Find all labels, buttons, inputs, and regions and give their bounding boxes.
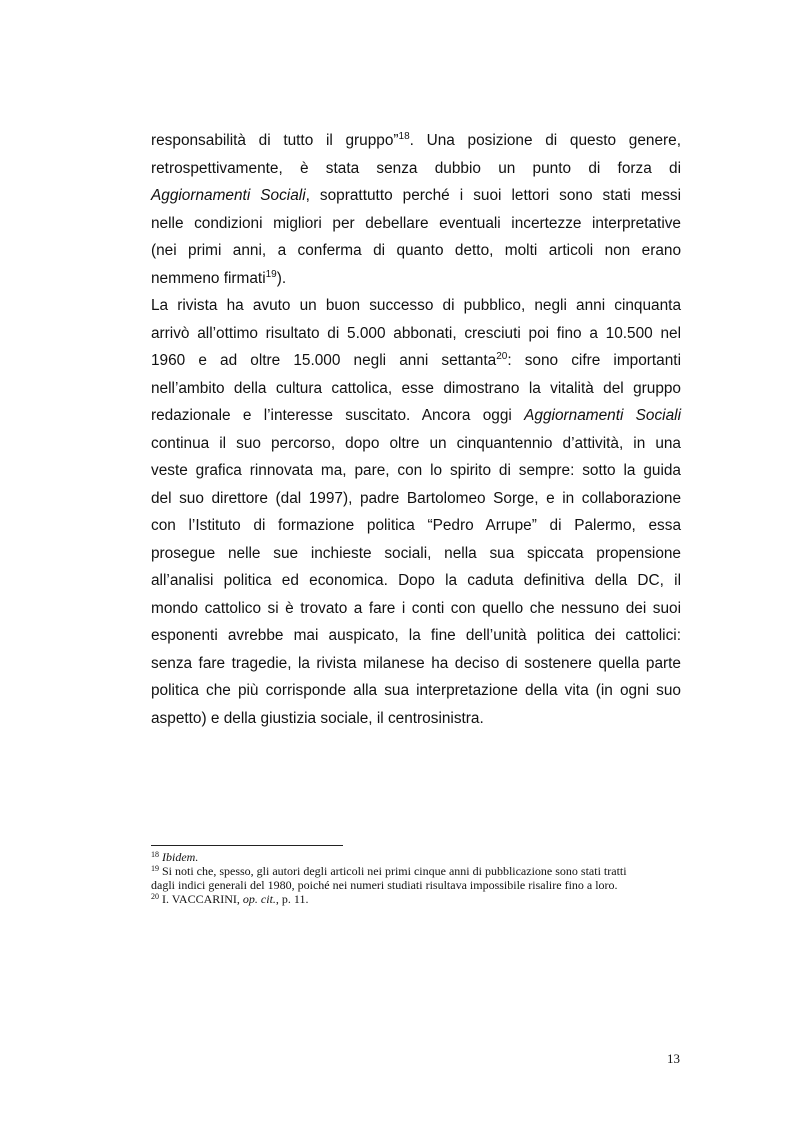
body-text [151,127,681,732]
text-line: (nei primi anni, a conferma di quanto detto, molti articoli non erano [151,242,681,259]
text-line: all’analisi politica ed economica. Dopo la caduta definitiva della DC, il [151,572,681,589]
footnote-text: Ibidem. [162,850,199,864]
text-line: veste grafica rinnovata ma, pare, con lo spirito di sempre: sotto la guida [151,462,681,479]
footnotes [151,850,681,906]
text-line [151,402,681,430]
text-line: arrivò all’ottimo risultato di 5.000 abbonati, cresciuti poi fino a 10.500 nel [151,324,681,342]
text-line [151,347,681,375]
journal-title: Aggiornamenti Sociali [524,407,682,424]
text-span: : sono cifre importanti [507,352,681,369]
footnote-text-italic: op. cit. [242,892,276,906]
footnote-text: I. VACCARINI, [162,892,243,906]
page-number: 13 [667,1051,680,1066]
text-line [151,265,681,293]
footnote-19 [151,864,681,892]
text-span: ). [276,269,287,287]
text-line: aspetto) e della giustizia sociale, il centrosinistra. [151,709,484,727]
footnote-line [151,864,681,878]
text-line: politica che più corrisponde alla sua interpretazione della vita (in ogni suo [151,682,681,699]
text-line: retrospettivamente, è stata senza dubbio un punto di forza di [151,159,681,177]
text-line: esponenti avrebbe mai auspicato, la fine dell’unità politica dei cattolici: [151,627,681,644]
text-line [151,127,681,155]
text-span: . Una posizione di questo genere, [409,132,681,149]
footnote-text: Si noti che, spesso, gli autori degli articoli nei primi cinque anni di pubblicazione sono stati tratti [162,864,627,878]
text-line: continua il suo percorso, dopo oltre un cinquantennio d’attività, in una [151,434,681,452]
text-line: nell’ambito della cultura cattolica, esse dimostrano la vitalità del gruppo [151,379,681,397]
text-line: senza fare tragedie, la rivista milanese ha deciso di sostenere quella parte [151,654,681,672]
text-line: nelle condizioni migliori per debellare eventuali incertezze interpretative [151,214,681,232]
text-line [151,182,681,210]
paragraph-1 [151,127,681,292]
footnote-ref-18[interactable]: 18 [398,131,410,142]
footnote-number: 19 [151,864,159,873]
text-line: prosegue nelle sue inchieste sociali, nella sua spiccata propensione [151,544,681,562]
footnote-separator [151,845,343,846]
text-span: redazionale e l’interesse suscitato. Ancora oggi [151,407,525,424]
footnote-ref-19[interactable]: 19 [265,268,277,280]
text-span: , soprattutto perché i suoi lettori sono stati messi [305,187,682,204]
text-line: con l’Istituto di formazione politica “Pedro Arrupe” di Palermo, essa [151,517,681,534]
text-line: del suo direttore (dal 1997), padre Bartolomeo Sorge, e in collaborazione [151,489,681,507]
footnote-number: 20 [151,892,159,901]
footnote-20 [151,892,681,906]
paragraph-2 [151,292,681,732]
text-line: mondo cattolico si è trovato a fare i conti con quello che nessuno dei suoi [151,599,681,617]
footnote-ref-20[interactable]: 20 [496,351,508,362]
footnote-text: , p. 11. [275,892,309,906]
text-span: nemmeno firmati [151,269,266,287]
footnote-number: 18 [151,850,159,859]
footnote-line: dagli indici generali del 1980, poiché nei numeri studiati risultava impossibile risalire fino a loro. [151,878,618,892]
text-span: responsabilità di tutto il gruppo” [151,132,399,149]
text-line: La rivista ha avuto un buon successo di pubblico, negli anni cinquanta [151,297,681,314]
text-span: 1960 e ad oltre 15.000 negli anni settanta [151,352,497,369]
footnote-18 [151,850,681,864]
journal-title: Aggiornamenti Sociali [151,187,306,204]
